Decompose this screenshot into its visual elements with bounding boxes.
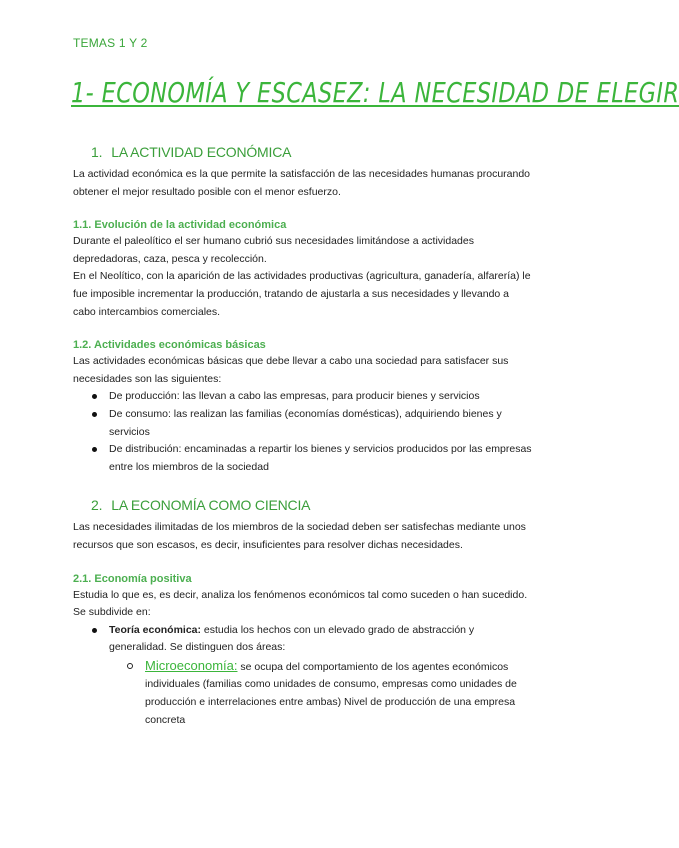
section-2-intro: Las necesidades ilimitadas de los miembros de la sociedad deben ser satisfechas mediante unos recursos que son escasos, es decir, insuficientes para resolver dichas necesidades. — [73, 521, 526, 551]
teoria-label: Teoría económica: — [109, 623, 201, 636]
micro-text: se ocupa del comportamiento de los agentes económicos individuales (familias como unidades de consumo, empresas como unidades de producción e interrelaciones entre ambas) Nivel de producción de una empresa concreta — [145, 660, 517, 726]
section-1-1-heading: 1.1. Evolución de la actividad económica — [73, 219, 287, 232]
section-2-heading — [91, 496, 533, 514]
list-item: De distribución: encaminadas a repartir los bienes y servicios producidos por las empresas entre los miembros de la sociedad — [89, 441, 533, 476]
teoria-sublist — [109, 657, 533, 729]
section-1-title: LA ACTIVIDAD ECONÓMICA — [111, 144, 292, 160]
micro-label: Microeconomía: — [145, 657, 238, 673]
economics-list — [73, 622, 533, 730]
section-1-intro: La actividad económica es la que permite la satisfacción de las necesidades humanas procurando obtener el mejor resultado posible con el menor esfuerzo. — [73, 168, 531, 198]
section-1-1-paragraph-1: Durante el paleolítico el ser humano cubrió sus necesidades limitándose a actividades depredadoras, caza, pesca y recolección. — [73, 235, 474, 265]
list-item-teoria — [89, 622, 533, 730]
teoria-text: estudia los hechos con un elevado grado de abstracción y generalidad. Se distinguen dos áreas: — [109, 623, 475, 654]
document-title: 1- ECONOMÍA Y ESCASEZ: LA NECESIDAD DE ELEGIR — [71, 76, 679, 109]
section-1-1-paragraph-2: En el Neolítico, con la aparición de las actividades productivas (agricultura, ganadería, alfarería) le fue imposible incrementar la producción, tratando de ajustarla a sus necesidades y llevando a cabo intercambios comerciales. — [73, 270, 531, 318]
list-item-micro — [125, 657, 533, 729]
section-2-1-paragraph: Estudia lo que es, es decir, analiza los fenómenos económicos tal como suceden o han sucedido. — [73, 588, 528, 601]
section-2-1-subdivide: Se subdivide en: — [73, 606, 151, 619]
section-2-number: 2. — [91, 497, 103, 514]
section-1-2-heading: 1.2. Actividades económicas básicas — [73, 339, 266, 352]
activities-list — [73, 388, 533, 476]
list-item: De consumo: las realizan las familias (economías domésticas), adquiriendo bienes y servicios — [89, 406, 533, 441]
section-1-heading — [91, 143, 533, 161]
section-1-2-paragraph: Las actividades económicas básicas que debe llevar a cabo una sociedad para satisfacer sus necesidades son las siguientes: — [73, 355, 509, 385]
list-item: De producción: las llevan a cabo las empresas, para producir bienes y servicios — [89, 388, 533, 406]
section-2-1-heading: 2.1. Economía positiva — [73, 572, 192, 585]
document-body — [73, 143, 533, 729]
section-2-title: LA ECONOMÍA COMO CIENCIA — [111, 497, 311, 514]
page-header: TEMAS 1 Y 2 — [73, 36, 148, 50]
section-1-number: 1. — [91, 144, 103, 160]
